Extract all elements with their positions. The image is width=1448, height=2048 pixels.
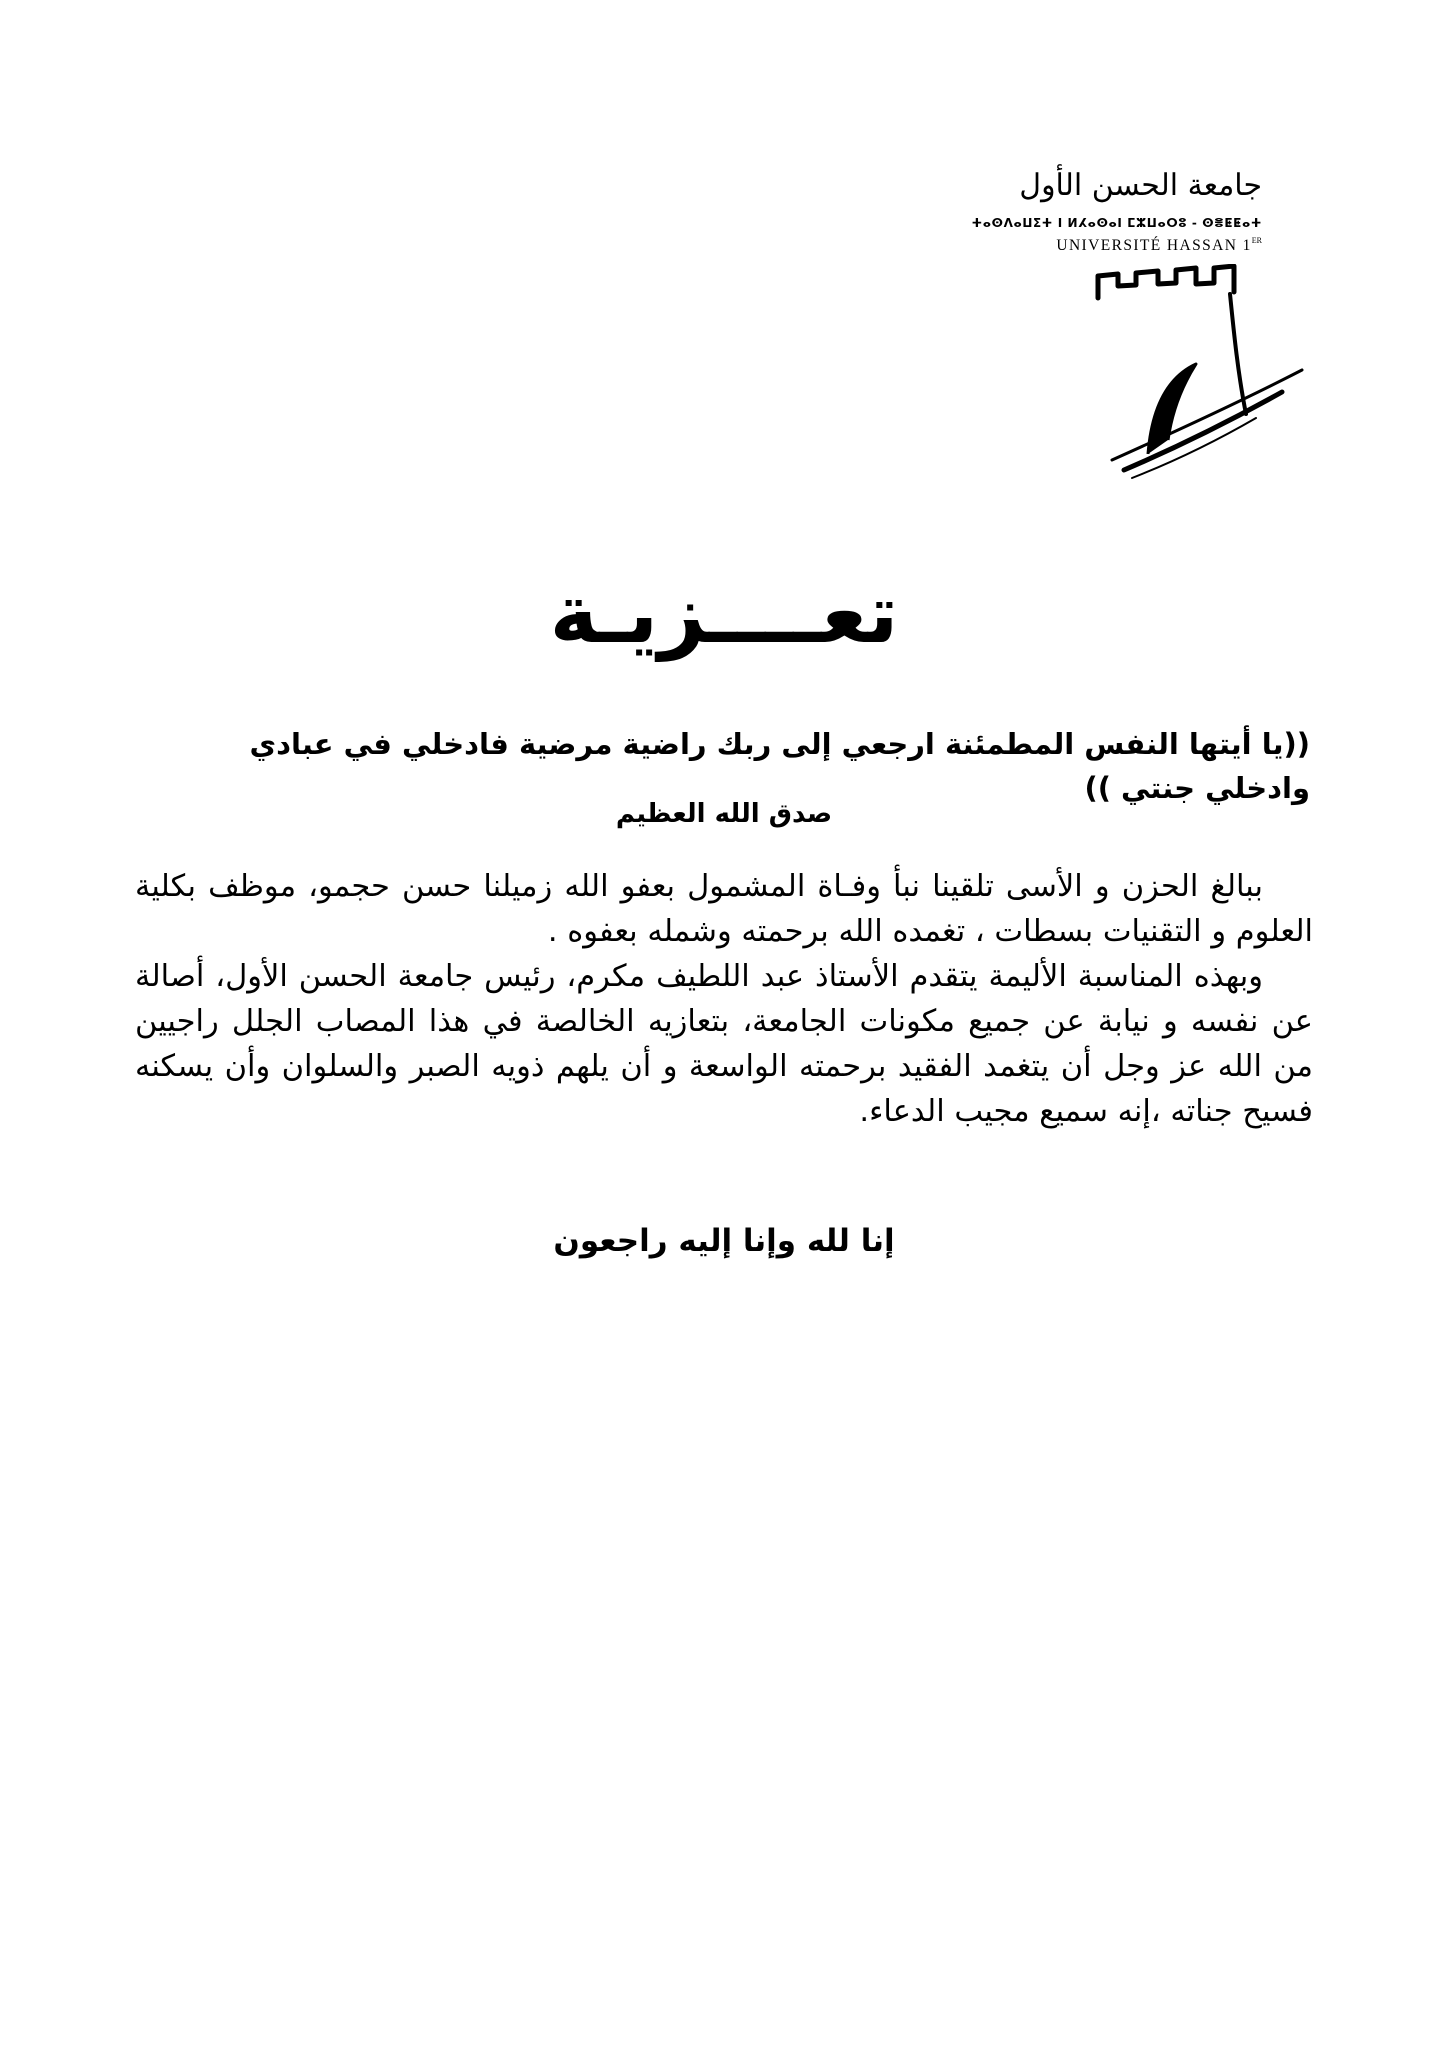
- paragraph-president-message: وبهذه المناسبة الأليمة يتقدم الأستاذ عبد اللطيف مكرم، رئيس جامعة الحسن الأول، أصالة عن نفسه و نيابة عن جميع مكونات الجامعة، بتعازيه الخالصة في هذا المصاب الجلل راجيين من الله عز وجل أن يتغمد الفقيد برحمته الواسعة و أن يلهم ذويه الصبر والسلوان وأن يسكنه فسيح جناته ،إنه سميع مجيب الدعاء.: [135, 959, 1313, 1129]
- letter-title: تعــــزيـة: [549, 567, 899, 662]
- logo-french-suffix: ER: [1251, 236, 1262, 245]
- paragraph-condolence: ببالغ الحزن و الأسى تلقينا نبأ وفـاة المشمول بعفو الله زميلنا حسن حجمو، موظف بكلية العلوم و التقنيات بسطات ، تغمده الله برحمته وشمله بعفوه .: [135, 869, 1313, 949]
- university-tower-emblem-icon: [1020, 264, 1320, 484]
- logo-french-name: [1056, 236, 1262, 255]
- logo-french-text: UNIVERSITÉ HASSAN 1: [1056, 237, 1252, 254]
- logo-arabic-name: جامعة الحسن الأول: [1019, 168, 1262, 203]
- logo-tifinagh-name: ⵜⴰⵙⴷⴰⵡⵉⵜ ⵏ ⵍⵃⴰⵙⴰⵏ ⵎⵣⵡⴰⵔⵓ - ⵙⴻⵟⵟⴰⵜ: [971, 216, 1262, 230]
- quran-verse: ((يا أيتها النفس المطمئنة ارجعي إلى ربك راضية مرضية فادخلي في عبادي وادخلي جنتي )): [249, 727, 1310, 805]
- verse-attribution: صدق الله العظيم: [615, 799, 833, 829]
- closing-phrase: إنا لله وإنا إليه راجعون: [553, 1223, 895, 1259]
- university-logo: [971, 168, 1320, 488]
- letter-body: [135, 864, 1313, 1134]
